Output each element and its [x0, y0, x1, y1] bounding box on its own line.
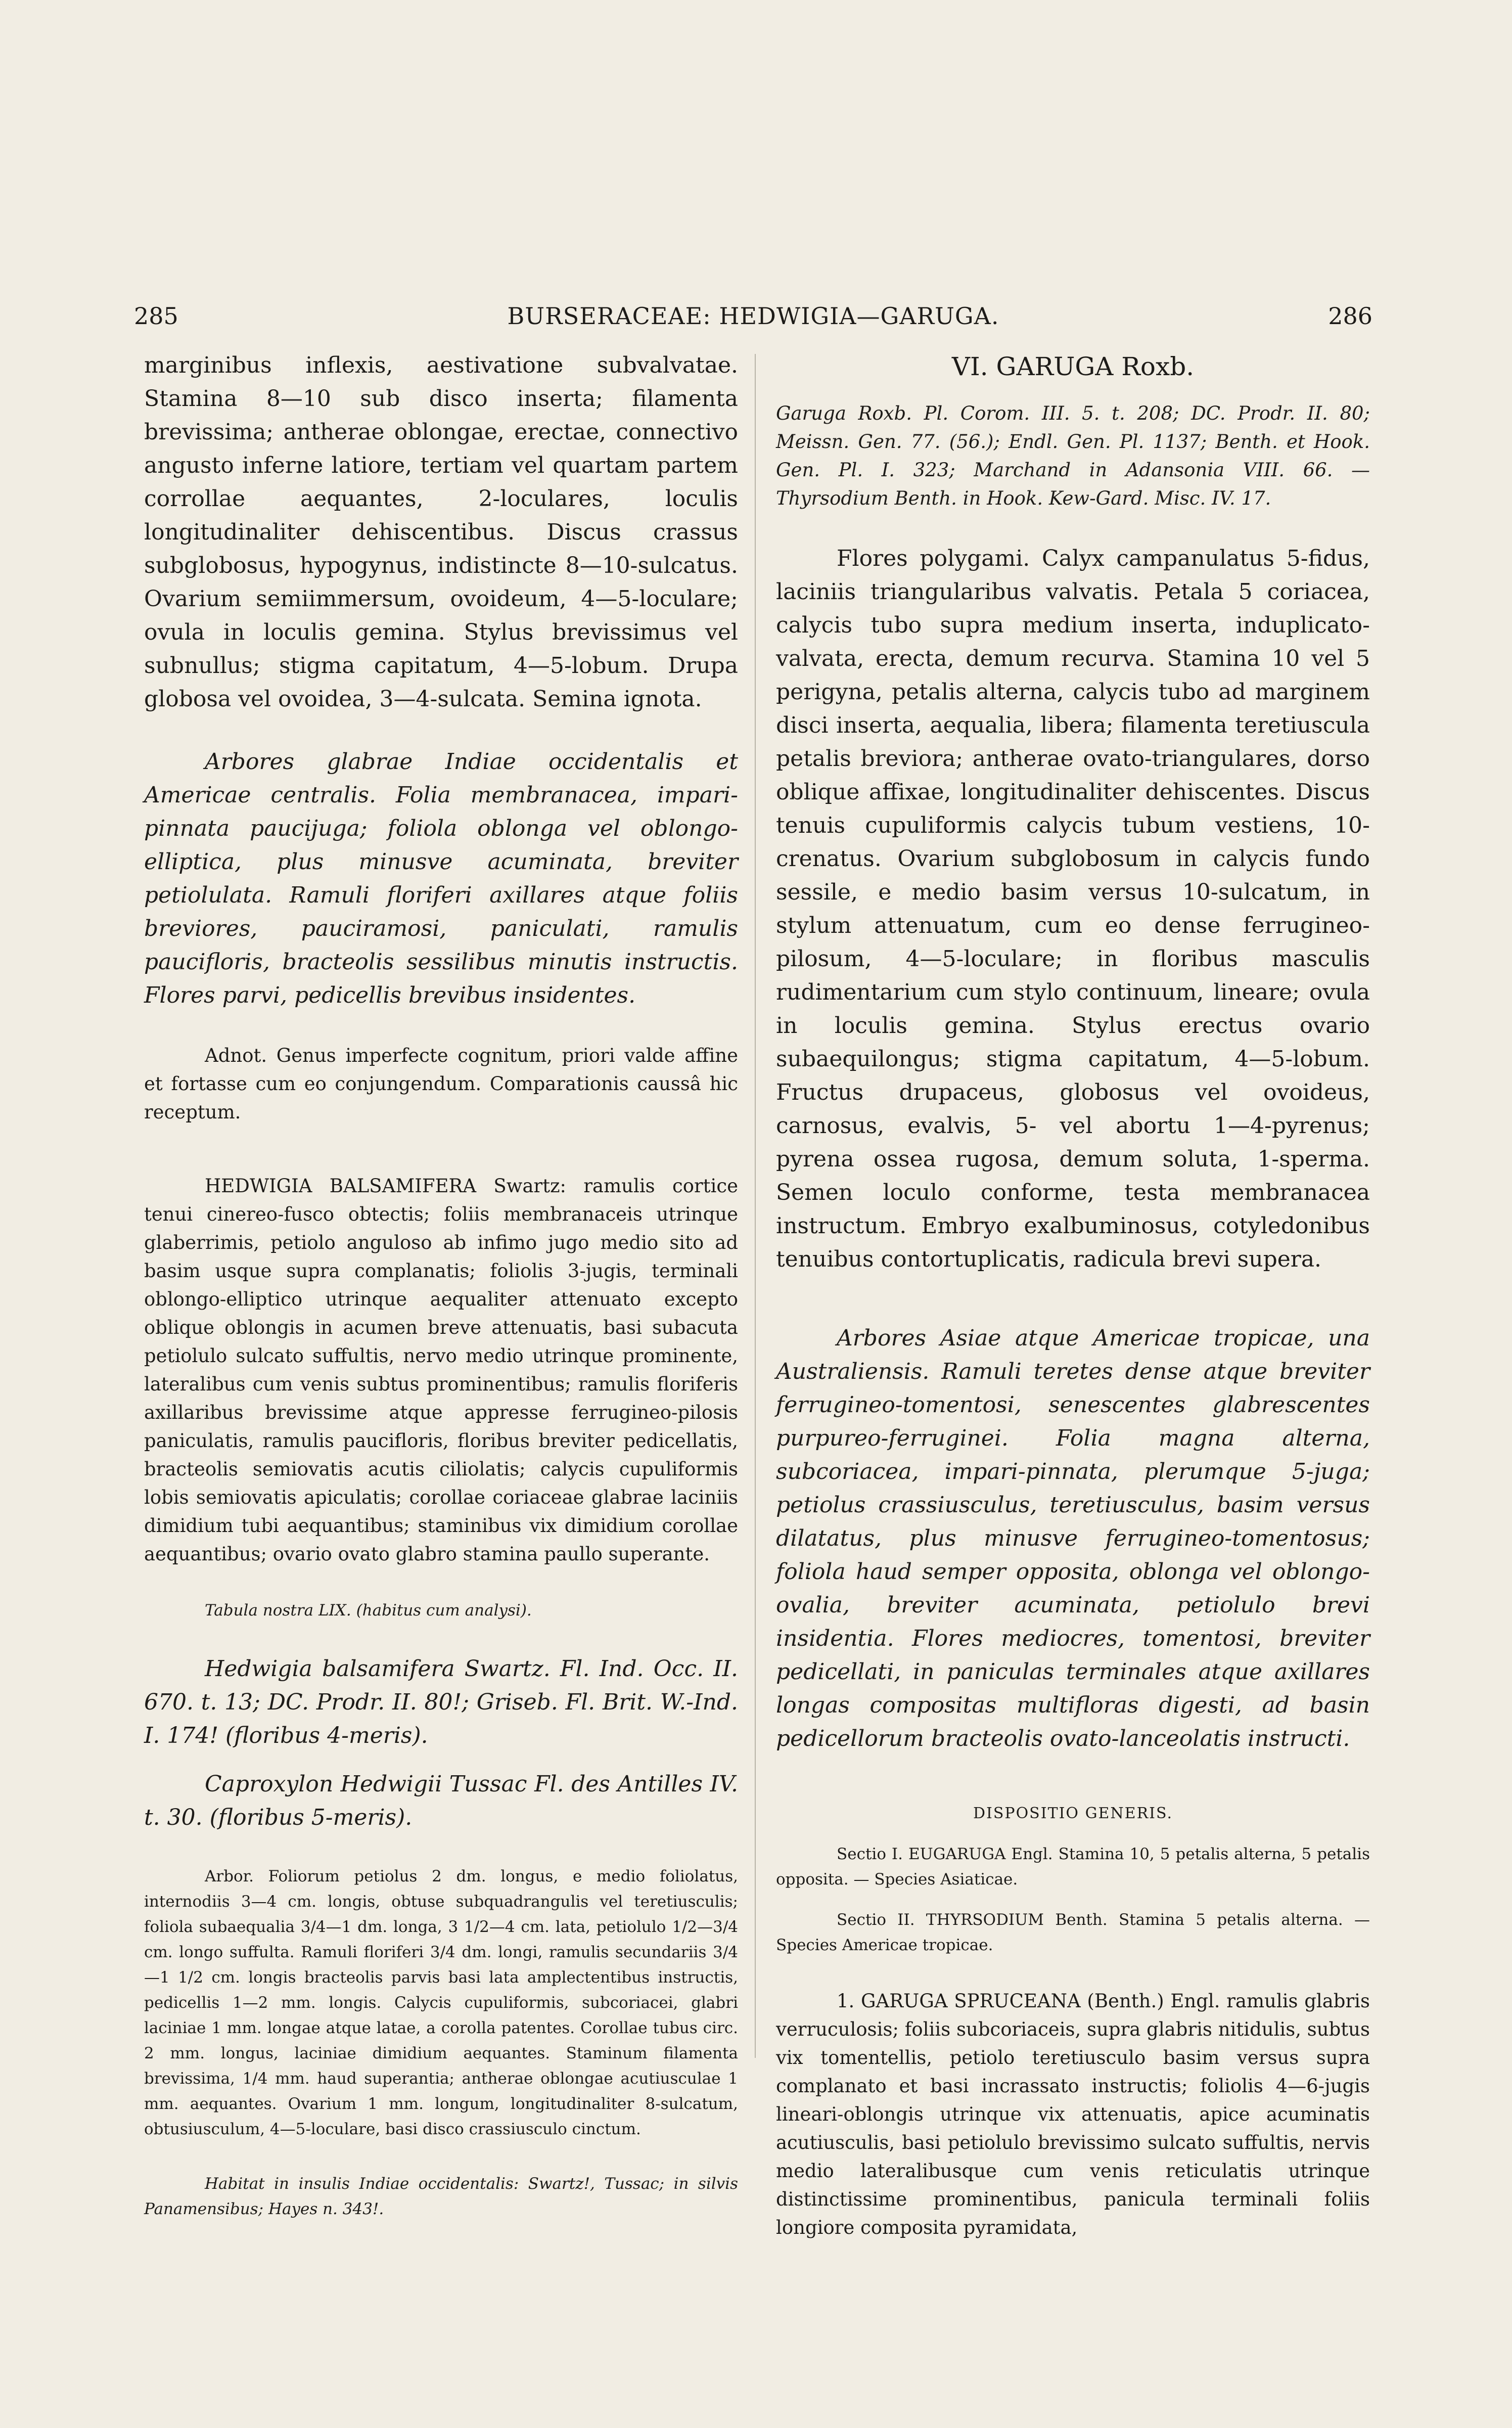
right-column	[776, 349, 1370, 2242]
synonym-hedwigia: Hedwigia balsamifera Swartz. Fl. Ind. Occ. II. 670. t. 13; DC. Prodr. II. 80!; Griseb. Fl. Brit. W.-Ind. I. 174! (floribus 4-meris).	[144, 1656, 738, 1748]
dispositio-heading: DISPOSITIO GENERIS.	[973, 1805, 1173, 1822]
column-divider	[755, 354, 756, 2058]
plate-reference: Tabula nostra LIX. (habitus cum analysi).	[205, 1601, 532, 1620]
flores-description: Flores polygami. Calyx campanulatus 5-fidus, laciniis triangularibus valvatis. Petala 5 coriacea, calycis tubo supra medium inserta, induplicato-valvata, erecta, demum recurva. Stamina 10 vel 5 perigyna, petalis alterna, calycis tubo ad marginem disci inserta, aequalia, libera; filamenta teretiuscula petalis breviora; antherae ovato-triangulares, dorso oblique affixae, longitudinaliter dehiscentes. Discus tenuis cupuliformis calycis tubum vestiens, 10-crenatus. Ovarium subglobosum in calycis fundo sessile, e medio basim versus 10-sulcatum, in stylum attenuatum, cum eo dense ferrugineo-pilosum, 4—5-loculare; in floribus masculis rudimentarium cum stylo continuum, lineare; ovula in loculis gemina. Stylus erectus ovario subaequilongus; stigma capitatum, 4—5-lobum. Fructus drupaceus, globosus vel ovoideus, carnosus, evalvis, 5- vel abortu 1—4-pyrenus; pyrena ossea rugosa, demum soluta, 1-sperma. Semen loculo conforme, testa membranacea instructum. Embryo exalbuminosus, cotyledonibus tenuibus contortuplicatis, radicula brevi supera.	[776, 546, 1370, 1272]
species-description: HEDWIGIA BALSAMIFERA Swartz: ramulis cortice tenui cinereo-fusco obtectis; foliis membranaceis utrinque glaberrimis, petiolo anguloso ab infimo jugo medio sito ad basim usque supra complanatis; foliolis 3-jugis, terminali oblongo-elliptico utrinque aequaliter attenuato excepto oblique oblongis in acumen breve attenuatis, basi subacuta petiolulo sulcato suffultis, nervo medio utrinque prominente, lateralibus cum venis subtus prominentibus; ramulis floriferis axillaribus brevissime atque appresse ferrugineo-pilosis paniculatis, ramulis paucifloris, floribus breviter pedicellatis, bracteolis semiovatis acutis ciliolatis; calycis cupuliformis lobis semiovatis apiculatis; corollae coriaceae glabrae laciniis dimidium tubi aequantibus; staminibus vix dimidium corollae aequantibus; ovario ovato glabro stamina paullo superante.	[144, 1175, 738, 1565]
habitat-note: Habitat in insulis Indiae occidentalis: Swartz!, Tussac; in silvis Panamensibus; Hayes n. 343!.	[144, 2175, 738, 2218]
genus-references: Garuga Roxb. Pl. Corom. III. 5. t. 208; DC. Prodr. II. 80; Meissn. Gen. 77. (56.); Endl. Gen. Pl. 1137; Benth. et Hook. Gen. Pl. I. 323; Marchand in Adansonia VIII. 66. — Thyrsodium Benth. in Hook. Kew-Gard. Misc. IV. 17.	[776, 402, 1370, 509]
page-header	[134, 298, 1372, 334]
arbores-description: Arbores glabrae Indiae occidentalis et Americae centralis. Folia membranacea, impari-pinnata paucijuga; foliola oblonga vel oblongo-elliptica, plus minusve acuminata, breviter petiolulata. Ramuli floriferi axillares atque foliis breviores, pauciramosi, paniculati, ramulis paucifloris, bracteolis sessilibus minutis instructis. Flores parvi, pedicellis brevibus insidentes.	[144, 749, 738, 1008]
sectio-one: Sectio I. EUGARUGA Engl. Stamina 10, 5 petalis alterna, 5 petalis opposita. — Species Asiaticae.	[776, 1845, 1370, 1889]
sectio-two: Sectio II. THYRSODIUM Benth. Stamina 5 petalis alterna. — Species Americae tropicae.	[776, 1911, 1370, 1954]
stamina-description: marginibus inflexis, aestivatione subvalvatae. Stamina 8—10 sub disco inserta; filamenta brevissima; antherae oblongae, erectae, connectivo angusto inferne latiore, tertiam vel quartam partem corrollae aequantes, 2-loculares, loculis longitudinaliter dehiscentibus. Discus crassus subglobosus, hypogynus, indistincte 8—10-sulcatus. Ovarium semiimmersum, ovoideum, 4—5-loculare; ovula in loculis gemina. Stylus brevissimus vel subnullus; stigma capitatum, 4—5-lobum. Drupa globosa vel ovoidea, 3—4-sulcata. Semina ignota.	[144, 352, 738, 712]
synonym-caproxylon: Caproxylon Hedwigii Tussac Fl. des Antilles IV. t. 30. (floribus 5-meris).	[144, 1771, 738, 1830]
page-number-left: 285	[134, 302, 178, 330]
arbores-asiae-description: Arbores Asiae atque Americae tropicae, una Australiensis. Ramuli teretes dense atque breviter ferrugineo-tomentosi, senescentes glabrescentes purpureo-ferruginei. Folia magna alterna, subcoriacea, impari-pinnata, plerumque 5-juga; petiolus crassiusculus, teretiusculus, basim versus dilatatus, plus minusve ferrugineo-tomentosus; foliola haud semper opposita, oblonga vel oblongo-ovalia, breviter acuminata, petiolulo brevi insidentia. Flores mediocres, tomentosi, breviter pedicellati, in paniculas terminales atque axillares longas compositas multifloras digesti, ad basin pedicellorum bracteolis ovato-lanceolatis instructi.	[776, 1325, 1370, 1751]
adnotatio: Adnot. Genus imperfecte cognitum, priori valde affine et fortasse cum eo conjungendum. Comparationis caussâ hic receptum.	[144, 1045, 738, 1123]
measurements-note: Arbor. Foliorum petiolus 2 dm. longus, e medio foliolatus, internodiis 3—4 cm. longis, obtuse subquadrangulis vel teretiusculis; foliola subaequalia 3/4—1 dm. longa, 3 1/2—4 cm. lata, petiolulo 1/2—3/4 cm. longo suffulta. Ramuli floriferi 3/4 dm. longi, ramulis secundariis 3/4—1 1/2 cm. longis bracteolis parvis basi lata amplectentibus instructis, pedicellis 1—2 mm. longis. Calycis cupuliformis, subcoriacei, glabri laciniae 1 mm. longae atque latae, a corolla patentes. Corollae tubus circ. 2 mm. longus, laciniae dimidium aequantes. Staminum filamenta brevissima, 1/4 mm. haud superantia; antherae oblongae acutiusculae 1 mm. aequantes. Ovarium 1 mm. longum, longitudinaliter 8-sulcatum, obtusiusculum, 4—5-loculare, basi disco crassiusculo cinctum.	[144, 1867, 738, 2138]
garuga-spruceana-description: 1. GARUGA SPRUCEANA (Benth.) Engl. ramulis glabris verruculosis; foliis subcoriaceis, supra glabris nitidulis, subtus vix tomentellis, petiolo teretiusculo basim versus supra complanato et basi incrassato instructis; foliolis 4—6-jugis lineari-oblongis utrinque vix attenuatis, apice acuminatis acutiusculis, basi petiolulo brevissimo sulcato suffultis, nervis medio lateralibusque cum venis reticulatis utrinque distinctissime prominentibus, panicula terminali foliis longiore composita pyramidata,	[776, 1990, 1370, 2238]
page-number-right: 286	[1328, 302, 1372, 330]
genus-heading: VI. GARUGA Roxb.	[951, 352, 1195, 381]
running-title: BURSERACEAE: HEDWIGIA—GARUGA.	[507, 302, 999, 330]
left-column	[144, 349, 738, 2222]
